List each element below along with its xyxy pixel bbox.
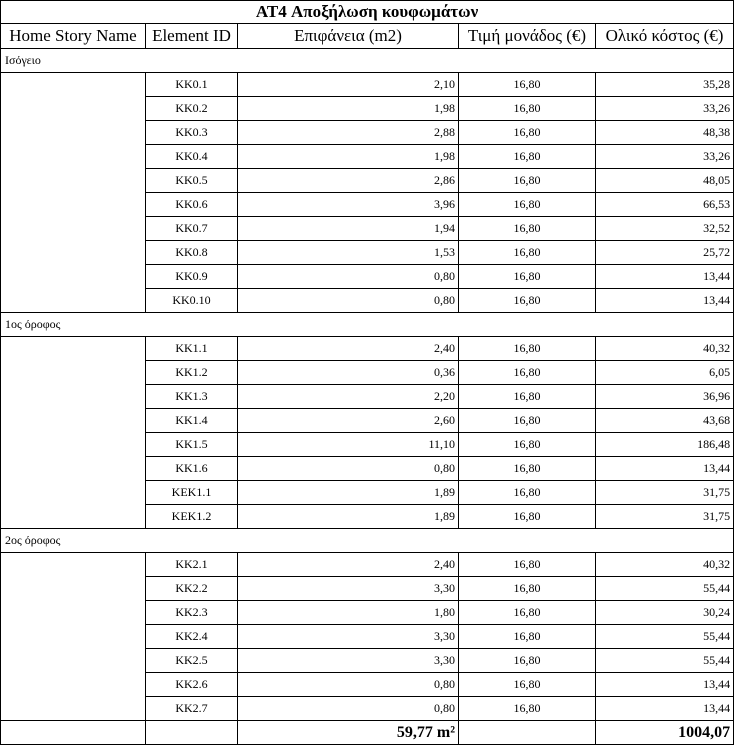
area-cell: 0,80 <box>238 265 459 289</box>
unit-price-cell: 16,80 <box>459 73 596 97</box>
unit-price-cell: 16,80 <box>459 217 596 241</box>
element-id-cell: KK2.3 <box>146 601 238 625</box>
area-cell: 1,94 <box>238 217 459 241</box>
total-cost-cell: 40,32 <box>596 553 734 577</box>
total-cost-cell: 40,32 <box>596 337 734 361</box>
unit-price-cell: 16,80 <box>459 121 596 145</box>
totals-price-cell <box>459 721 596 745</box>
unit-price-cell: 16,80 <box>459 241 596 265</box>
area-cell: 1,80 <box>238 601 459 625</box>
element-id-cell: KK1.1 <box>146 337 238 361</box>
area-cell: 2,88 <box>238 121 459 145</box>
area-cell: 3,30 <box>238 649 459 673</box>
element-id-cell: KK1.2 <box>146 361 238 385</box>
area-cell: 3,96 <box>238 193 459 217</box>
total-cost: 1004,07 <box>596 721 734 745</box>
area-cell: 2,60 <box>238 409 459 433</box>
element-id-cell: KK0.9 <box>146 265 238 289</box>
header-home-story-name: Home Story Name <box>1 24 146 49</box>
table-row <box>1 73 734 97</box>
unit-price-cell: 16,80 <box>459 169 596 193</box>
total-cost-cell: 13,44 <box>596 265 734 289</box>
element-id-cell: KK2.6 <box>146 673 238 697</box>
unit-price-cell: 16,80 <box>459 433 596 457</box>
area-cell: 3,30 <box>238 625 459 649</box>
totals-id-cell <box>146 721 238 745</box>
element-id-cell: KK1.3 <box>146 385 238 409</box>
story-name: 1ος όροφος <box>1 313 734 337</box>
table-row <box>1 337 734 361</box>
element-id-cell: KK0.8 <box>146 241 238 265</box>
total-cost-cell: 66,53 <box>596 193 734 217</box>
unit-price-cell: 16,80 <box>459 361 596 385</box>
table-row <box>1 553 734 577</box>
unit-price-cell: 16,80 <box>459 697 596 721</box>
unit-price-cell: 16,80 <box>459 145 596 169</box>
element-id-cell: KK0.2 <box>146 97 238 121</box>
area-cell: 0,80 <box>238 697 459 721</box>
total-cost-cell: 30,24 <box>596 601 734 625</box>
unit-price-cell: 16,80 <box>459 625 596 649</box>
area-cell: 1,98 <box>238 145 459 169</box>
unit-price-cell: 16,80 <box>459 289 596 313</box>
totals-row <box>1 721 734 745</box>
area-cell: 2,40 <box>238 553 459 577</box>
total-cost-cell: 31,75 <box>596 481 734 505</box>
element-id-cell: KK0.3 <box>146 121 238 145</box>
total-cost-cell: 48,38 <box>596 121 734 145</box>
header-unit-price: Τιμή μονάδος (€) <box>459 24 596 49</box>
story-group-row <box>1 529 734 553</box>
unit-price-cell: 16,80 <box>459 97 596 121</box>
unit-price-cell: 16,80 <box>459 601 596 625</box>
element-id-cell: KK2.7 <box>146 697 238 721</box>
story-group-row <box>1 49 734 73</box>
total-area: 59,77 m² <box>238 721 459 745</box>
total-cost-cell: 186,48 <box>596 433 734 457</box>
total-cost-cell: 33,26 <box>596 145 734 169</box>
area-cell: 3,30 <box>238 577 459 601</box>
unit-price-cell: 16,80 <box>459 385 596 409</box>
area-cell: 1,89 <box>238 505 459 529</box>
element-id-cell: KK2.5 <box>146 649 238 673</box>
area-cell: 2,40 <box>238 337 459 361</box>
unit-price-cell: 16,80 <box>459 505 596 529</box>
total-cost-cell: 13,44 <box>596 289 734 313</box>
story-cell <box>1 337 146 529</box>
header-total-cost: Ολικό κόστος (€) <box>596 24 734 49</box>
element-id-cell: KK0.4 <box>146 145 238 169</box>
element-id-cell: KK1.5 <box>146 433 238 457</box>
totals-story-cell <box>1 721 146 745</box>
total-cost-cell: 36,96 <box>596 385 734 409</box>
element-id-cell: KK0.1 <box>146 73 238 97</box>
total-cost-cell: 32,52 <box>596 217 734 241</box>
schedule-body <box>1 49 734 721</box>
unit-price-cell: 16,80 <box>459 553 596 577</box>
total-cost-cell: 31,75 <box>596 505 734 529</box>
element-id-cell: KK0.6 <box>146 193 238 217</box>
schedule-title: AT4 Αποξήλωση κουφωμάτων <box>1 1 734 24</box>
unit-price-cell: 16,80 <box>459 265 596 289</box>
story-cell <box>1 73 146 313</box>
element-id-cell: KK2.2 <box>146 577 238 601</box>
element-id-cell: KK0.10 <box>146 289 238 313</box>
total-cost-cell: 13,44 <box>596 697 734 721</box>
element-id-cell: KK2.4 <box>146 625 238 649</box>
header-element-id: Element ID <box>146 24 238 49</box>
unit-price-cell: 16,80 <box>459 673 596 697</box>
total-cost-cell: 43,68 <box>596 409 734 433</box>
unit-price-cell: 16,80 <box>459 577 596 601</box>
element-id-cell: KK0.5 <box>146 169 238 193</box>
area-cell: 1,89 <box>238 481 459 505</box>
area-cell: 0,80 <box>238 289 459 313</box>
story-cell <box>1 553 146 721</box>
element-id-cell: KEK1.2 <box>146 505 238 529</box>
total-cost-cell: 55,44 <box>596 625 734 649</box>
unit-price-cell: 16,80 <box>459 649 596 673</box>
area-cell: 1,53 <box>238 241 459 265</box>
total-cost-cell: 6,05 <box>596 361 734 385</box>
story-group-row <box>1 313 734 337</box>
story-name: 2ος όροφος <box>1 529 734 553</box>
total-cost-cell: 48,05 <box>596 169 734 193</box>
unit-price-cell: 16,80 <box>459 409 596 433</box>
area-cell: 0,80 <box>238 457 459 481</box>
total-cost-cell: 25,72 <box>596 241 734 265</box>
story-name: Ισόγειο <box>1 49 734 73</box>
area-cell: 0,80 <box>238 673 459 697</box>
element-id-cell: KEK1.1 <box>146 481 238 505</box>
total-cost-cell: 13,44 <box>596 457 734 481</box>
total-cost-cell: 33,26 <box>596 97 734 121</box>
element-id-cell: KK2.1 <box>146 553 238 577</box>
area-cell: 1,98 <box>238 97 459 121</box>
total-cost-cell: 13,44 <box>596 673 734 697</box>
element-id-cell: KK0.7 <box>146 217 238 241</box>
unit-price-cell: 16,80 <box>459 481 596 505</box>
area-cell: 11,10 <box>238 433 459 457</box>
area-cell: 2,20 <box>238 385 459 409</box>
area-cell: 2,10 <box>238 73 459 97</box>
area-cell: 2,86 <box>238 169 459 193</box>
element-id-cell: KK1.6 <box>146 457 238 481</box>
header-area: Επιφάνεια (m2) <box>238 24 459 49</box>
area-cell: 0,36 <box>238 361 459 385</box>
total-cost-cell: 55,44 <box>596 649 734 673</box>
total-cost-cell: 35,28 <box>596 73 734 97</box>
element-id-cell: KK1.4 <box>146 409 238 433</box>
unit-price-cell: 16,80 <box>459 193 596 217</box>
unit-price-cell: 16,80 <box>459 457 596 481</box>
unit-price-cell: 16,80 <box>459 337 596 361</box>
total-cost-cell: 55,44 <box>596 577 734 601</box>
